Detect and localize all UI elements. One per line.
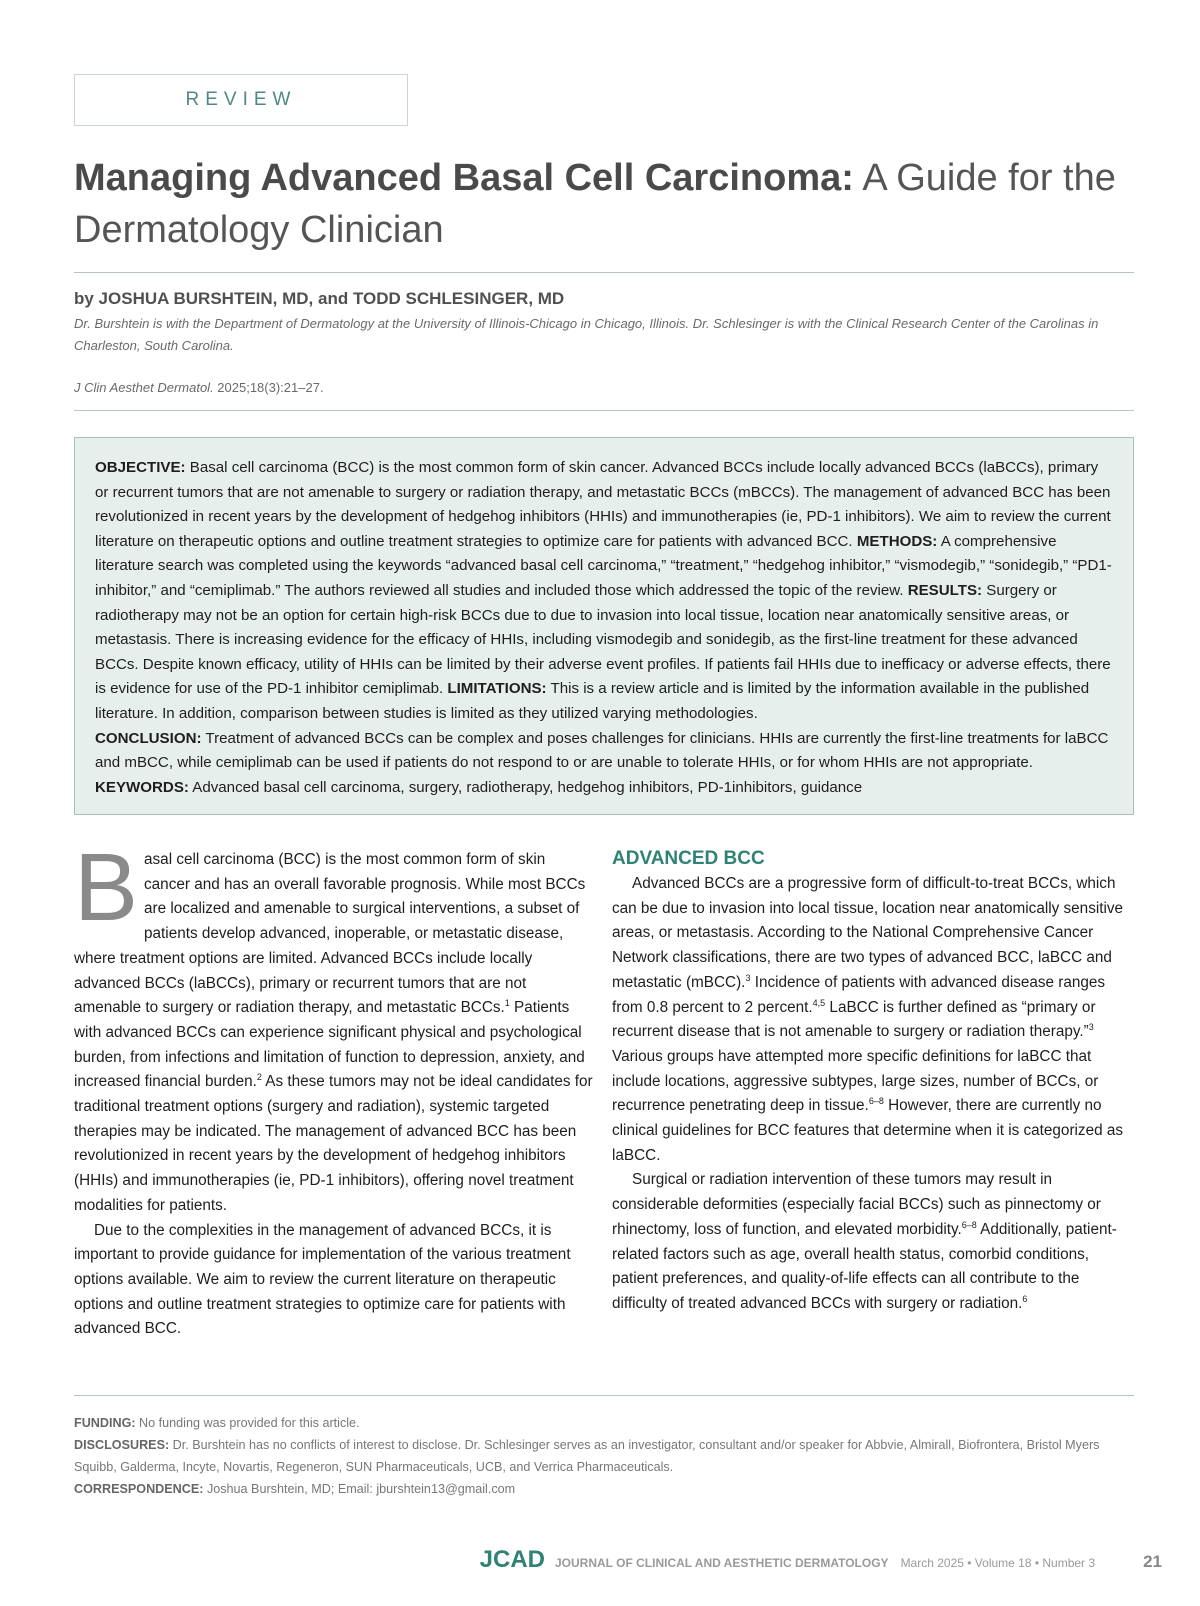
- funding-note: [74, 1412, 1134, 1434]
- text-run: Additionally, patient-related factors such as age, overall health status, comorbid conditions, patient preferences, and quality-of-life effects can all contribute to the difficulty of treated advanced BCCs with surgery or radiation.: [612, 1220, 1117, 1312]
- citation: [74, 380, 324, 395]
- limitations-label: LIMITATIONS:: [447, 680, 547, 698]
- disclosures-label: DISCLOSURES:: [74, 1438, 170, 1452]
- left-column: [74, 834, 594, 1342]
- text-run: LaBCC is further defined as “primary or recurrent disease that is not amenable to surgery or radiation therapy.”: [612, 998, 1096, 1041]
- correspondence-label: CORRESPONDENCE:: [74, 1482, 204, 1496]
- title-bold: Managing Advanced Basal Cell Carcinoma:: [74, 157, 854, 199]
- disclosures-note: [74, 1434, 1134, 1478]
- conclusion-label: CONCLUSION:: [95, 729, 202, 747]
- citation-ref: 2025;18(3):21–27.: [213, 380, 324, 395]
- results-label: RESULTS:: [907, 581, 983, 599]
- text-run: Patients with advanced BCCs can experience significant physical and psychological burden, from infections and limitation of function to depression, anxiety, and increased financial burden.: [74, 999, 585, 1091]
- text-run: Advanced BCCs are a progressive form of difficult-to-treat BCCs, which can be due to invasion into local tissue, location near anatomically sensitive areas, or metastasis. According to the National Comprehensive Cancer Network classifications, there are two types of advanced BCC, laBCC and metastatic (mBCC).: [612, 875, 1124, 991]
- funding-text: No funding was provided for this article.: [135, 1416, 360, 1430]
- text-run: Various groups have attempted more specific definitions for laBCC that include locations, aggressive subtypes, large sizes, number of BCCs, or recurrence penetrating deep in tissue.: [612, 1047, 1099, 1115]
- divider: [74, 1395, 1134, 1396]
- page-number: 21: [1143, 1552, 1162, 1571]
- methods-label: METHODS:: [856, 532, 938, 550]
- text-run: Surgical or radiation intervention of these tumors may result in considerable deformities (especially facial BCCs) such as pinnectomy or rhinectomy, loss of function, and elevated morbidity.: [612, 1171, 1101, 1238]
- right-paragraph-1: [612, 872, 1132, 1168]
- disclosures-text: Dr. Burshtein has no conflicts of interest to disclose. Dr. Schlesinger serves as an investigator, consultant and/or speaker for Abbvie, Almirall, Biofrontera, Bristol Myers Squibb, Galderma, Incyte, Novartis, Regeneron, SUN Pharmaceuticals, UCB, and Verrica Pharmaceuticals.: [74, 1438, 1100, 1474]
- reference-mark: 1: [504, 998, 510, 1009]
- methods-text: A comprehensive literature search was completed using the keywords “advanced basal cell carcinoma,” “treatment,” “hedgehog inhibitor,” “vismodegib,” “sonidegib,” “PD1-inhibitor,” and “cemiplimab.” The authors reviewed all studies and included those which addressed the topic of the review.: [95, 532, 1112, 599]
- limitations-text: This is a review article and is limited by the information available in the published literature. In addition, comparison between studies is limited as they utilized varying methodologies.: [95, 680, 1090, 722]
- drop-cap: B: [74, 834, 139, 941]
- results-text: Surgery or radiotherapy may not be an option for certain high-risk BCCs due to due to invasion into local tissue, location near anatomically sensitive areas, or metastasis. There is increasing evidence for the efficacy of HHIs, including vismodegib and sonidegib, as the first-line treatment for these advanced BCCs. Despite known efficacy, utility of HHIs can be limited by their adverse event profiles. If patients fail HHIs due to inefficacy or adverse effects, there is evidence for use of the PD-1 inhibitor cemiplimab.: [95, 581, 1111, 698]
- title-rest: A Guide for the Dermatology Clinician: [74, 157, 1116, 251]
- reference-mark: 4,5: [812, 997, 826, 1008]
- left-paragraph-2: Due to the complexities in the management of advanced BCCs, it is important to provide guidance for implementation of the various treatment options available. We aim to review the current literature on therapeutic options and outline treatment strategies to optimize care for patients with advanced BCC.: [74, 1221, 571, 1338]
- reference-mark: 3: [1088, 1022, 1094, 1033]
- correspondence-note: [74, 1478, 1134, 1500]
- section-label-box: [74, 74, 408, 126]
- text-run: As these tumors may not be ideal candidates for traditional treatment options (surgery and radiation), systemic targeted therapies may be indicated. The management of advanced BCC has been revolutionized in recent years by the development of hedgehog inhibitors (HHIs) and immunotherapies (ie, PD-1 inhibitors), offering novel treatment modalities for patients.: [74, 1073, 593, 1214]
- keywords-label: KEYWORDS:: [95, 778, 189, 796]
- keywords-text: Advanced basal cell carcinoma, surgery, radiotherapy, hedgehog inhibitors, PD-1inhibitors, guidance: [188, 778, 863, 796]
- article-title: [74, 152, 1134, 256]
- objective-label: OBJECTIVE:: [95, 459, 186, 476]
- correspondence-text: Joshua Burshtein, MD; Email: jburshtein13@gmail.com: [203, 1482, 516, 1496]
- text-run: Incidence of patients with advanced disease ranges from 0.8 percent to 2 percent.: [612, 973, 1106, 1016]
- reference-mark: 3: [745, 972, 751, 983]
- affiliation: Dr. Burshtein is with the Department of Dermatology at the University of Illinois-Chicago in Chicago, Illinois. Dr. Schlesinger is with the Clinical Research Center of the Carolinas in Charleston, South Carolina.: [74, 316, 1099, 353]
- right-column: [612, 846, 1132, 1317]
- citation-journal: J Clin Aesthet Dermatol.: [74, 380, 214, 395]
- text-run: However, there are currently no clinical guidelines for BCC features that determine when it is categorized as laBCC.: [612, 1097, 1124, 1164]
- divider: [74, 410, 1134, 411]
- divider: [74, 272, 1134, 273]
- section-heading: ADVANCED BCC: [612, 848, 765, 869]
- reference-mark: 6–8: [868, 1096, 884, 1107]
- footer-notes: [74, 1412, 1134, 1500]
- reference-mark: 6–8: [961, 1219, 977, 1230]
- funding-label: FUNDING:: [74, 1416, 136, 1430]
- byline: by JOSHUA BURSHTEIN, MD, and TODD SCHLESINGER, MD: [74, 289, 565, 308]
- page-footer: [480, 1546, 1162, 1574]
- conclusion-text: Treatment of advanced BCCs can be complex and poses challenges for clinicians. HHIs are currently the first-line treatments for laBCC and mBCC, while cemiplimab can be used if patients do not respond to or are unable to tolerate HHIs, or for whom HHIs are not appropriate.: [95, 729, 1109, 772]
- reference-mark: 2: [256, 1072, 262, 1083]
- section-label: REVIEW: [185, 89, 297, 110]
- journal-logo: JCAD: [479, 1546, 545, 1573]
- issue-info: March 2025 • Volume 18 • Number 3: [900, 1556, 1096, 1570]
- left-paragraph-1: [74, 834, 594, 1219]
- journal-name: JOURNAL OF CLINICAL AND AESTHETIC DERMATOLOGY: [555, 1556, 889, 1570]
- reference-mark: 6: [1022, 1293, 1028, 1304]
- right-paragraph-2: [612, 1168, 1132, 1316]
- abstract-box: [74, 437, 1134, 815]
- text-run: asal cell carcinoma (BCC) is the most common form of skin cancer and has an overall favorable prognosis. While most BCCs are localized and amenable to surgical interventions, a subset of patients develop advanced, inoperable, or metastatic disease, where treatment options are limited. Advanced BCCs include locally advanced BCCs (laBCCs), primary or recurrent tumors that are not amenable to surgery or radiation therapy, and metastatic BCCs.: [74, 851, 586, 1017]
- objective-text: Basal cell carcinoma (BCC) is the most common form of skin cancer. Advanced BCCs include locally advanced BCCs (laBCCs), primary or recurrent tumors that are not amenable to surgery or radiation therapy, and metastatic BCCs (mBCCs). The management of advanced BCC has been revolutionized in recent years by the development of hedgehog inhibitors (HHIs) and immunotherapies (ie, PD-1 inhibitors). We aim to review the current literature on therapeutic options and outline treatment strategies to optimize care for patients with advanced BCC.: [95, 459, 1111, 550]
